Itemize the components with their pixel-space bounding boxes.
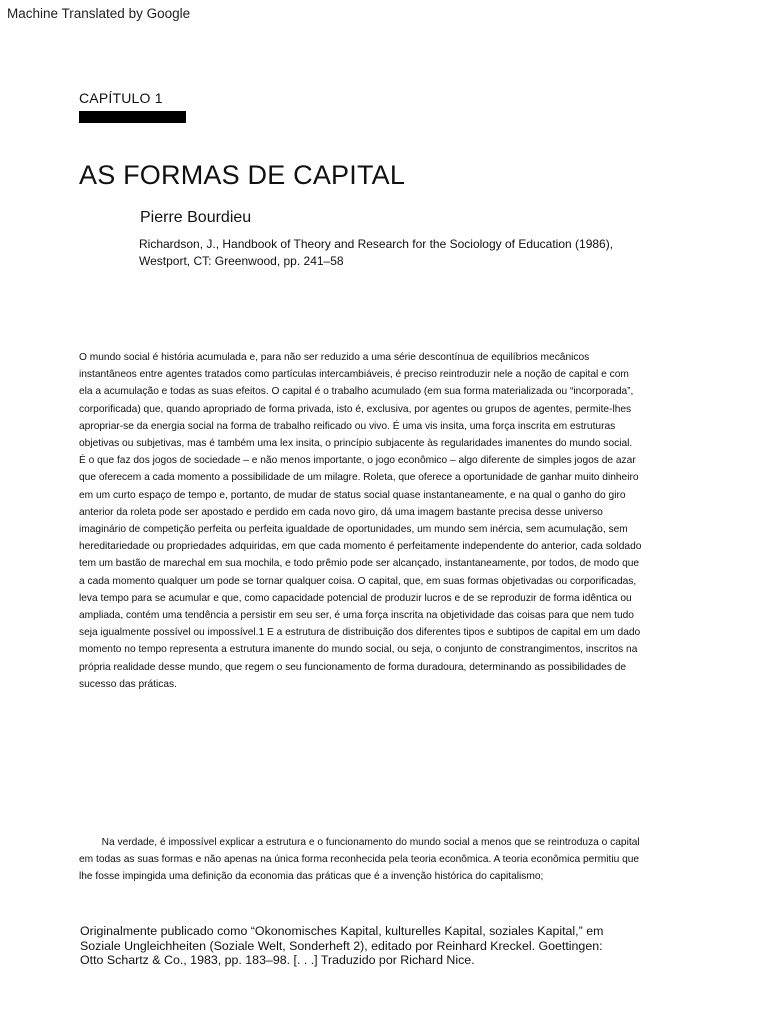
text-line: instantâneos entre agentes tratados como partículas intercambiáveis, é preciso reintroduzir nele a noção de capital e com: [79, 369, 629, 381]
text-line: hereditariedade ou propriedades adquiridas, em que cada momento é perfeitamente independente do anterior, cada soldado: [79, 541, 642, 553]
text-line: apropriar-se da energia social na forma de trabalho reificado ou vivo. É uma vis insita, uma força inscrita em estruturas: [79, 420, 616, 432]
text-line: corporificada) que, quando apropriado de forma privada, isto é, exclusiva, por agentes ou grupos de agentes, permite-lhes: [79, 403, 632, 415]
text-line: objetivas ou subjetivas, mas é também uma lex insita, o princípio subjacente às regularidades imanentes do mundo social.: [79, 438, 633, 450]
text-line: leva tempo para se acumular e que, como capacidade potencial de produzir lucros e de se reproduzir de forma idêntica ou: [79, 592, 632, 604]
text-line: ampliada, contém uma tendência a persistir em seu ser, é uma força inscrita na objetividade das coisas para que nem tudo: [79, 610, 634, 622]
machine-translation-banner: Machine Translated by Google: [7, 6, 191, 21]
chapter-label: CAPÍTULO 1: [79, 90, 163, 106]
citation-line: Westport, CT: Greenwood, pp. 241–58: [139, 254, 344, 268]
text-line: sucesso das práticas.: [79, 678, 177, 690]
body-paragraph-2: [79, 834, 659, 886]
author-name: Pierre Bourdieu: [140, 209, 252, 226]
footnote-line: Soziale Ungleichheiten (Soziale Welt, Sonderheft 2), editado por Reinhard Kreckel. Goettingen:: [80, 938, 603, 953]
chapter-bar: [79, 111, 186, 123]
text-line: anterior da roleta pode ser apostado e perdido em cada novo giro, dá uma imagem bastante precisa desse universo: [79, 506, 603, 518]
footnote-line: Originalmente publicado como “Okonomisches Kapital, kulturelles Kapital, soziales Kapital,” em: [80, 924, 604, 938]
text-line: tem um bastão de marechal em sua mochila, e todo prêmio pode ser alcançado, instantaneamente, por todos, de modo que: [79, 558, 640, 570]
text-line: O mundo social é história acumulada e, para não ser reduzido a uma série descontínua de equilíbrios mecânicos: [79, 352, 590, 363]
citation-line: Richardson, J., Handbook of Theory and Research for the Sociology of Education (1986),: [139, 237, 614, 251]
page-title: AS FORMAS DE CAPITAL: [79, 160, 406, 190]
publication-footnote: [80, 924, 680, 968]
text-line: ela a acumulação e todas as suas efeitos. O capital é o trabalho acumulado (em sua forma materializada ou “incorporada”,: [79, 386, 634, 398]
text-line: em todas as suas formas e não apenas na única forma reconhecida pela teoria econômica. A teoria econômica permitiu que: [79, 854, 640, 866]
text-line: própria realidade desse mundo, que regem o seu funcionamento de forma duradoura, determinando as possibilidades de: [79, 661, 627, 673]
text-line: seja igualmente possível ou impossível.1 E a estrutura de distribuição dos diferentes tipos e subtipos de capital em um dado: [79, 627, 641, 639]
text-line: Na verdade, é impossível explicar a estrutura e o funcionamento do mundo social a menos que se reintroduza o capital: [79, 837, 640, 848]
body-paragraph-1: [79, 349, 659, 693]
text-line: imaginário de competição perfeita ou perfeita igualdade de oportunidades, um mundo sem inércia, sem acumulação, sem: [79, 524, 628, 536]
source-citation: [139, 236, 659, 270]
footnote-line: Otto Schartz & Co., 1983, pp. 183–98. [. . .] Traduzido por Richard Nice.: [80, 953, 475, 968]
text-line: momento no tempo representa a estrutura imanente do mundo social, ou seja, o conjunto de constrangimentos, inscritos na: [79, 644, 638, 656]
text-line: lhe fosse impingida uma definição da economia das práticas que é a invenção histórica do capitalismo;: [79, 871, 544, 883]
text-line: em um curto espaço de tempo e, portanto, de mudar de status social quase instantaneamente, e na qual o ganho do giro: [79, 489, 626, 501]
text-line: É o que faz dos jogos de sociedade – e não menos importante, o jogo econômico – algo diferente de simples jogos de azar: [79, 455, 636, 467]
text-line: que oferecem a cada momento a possibilidade de um milagre. Roleta, que oferece a oportunidade de ganhar muito dinheiro: [79, 472, 639, 484]
text-line: a cada momento qualquer um pode se tornar qualquer coisa. O capital, que, em suas formas objetivadas ou corporificadas,: [79, 575, 637, 587]
